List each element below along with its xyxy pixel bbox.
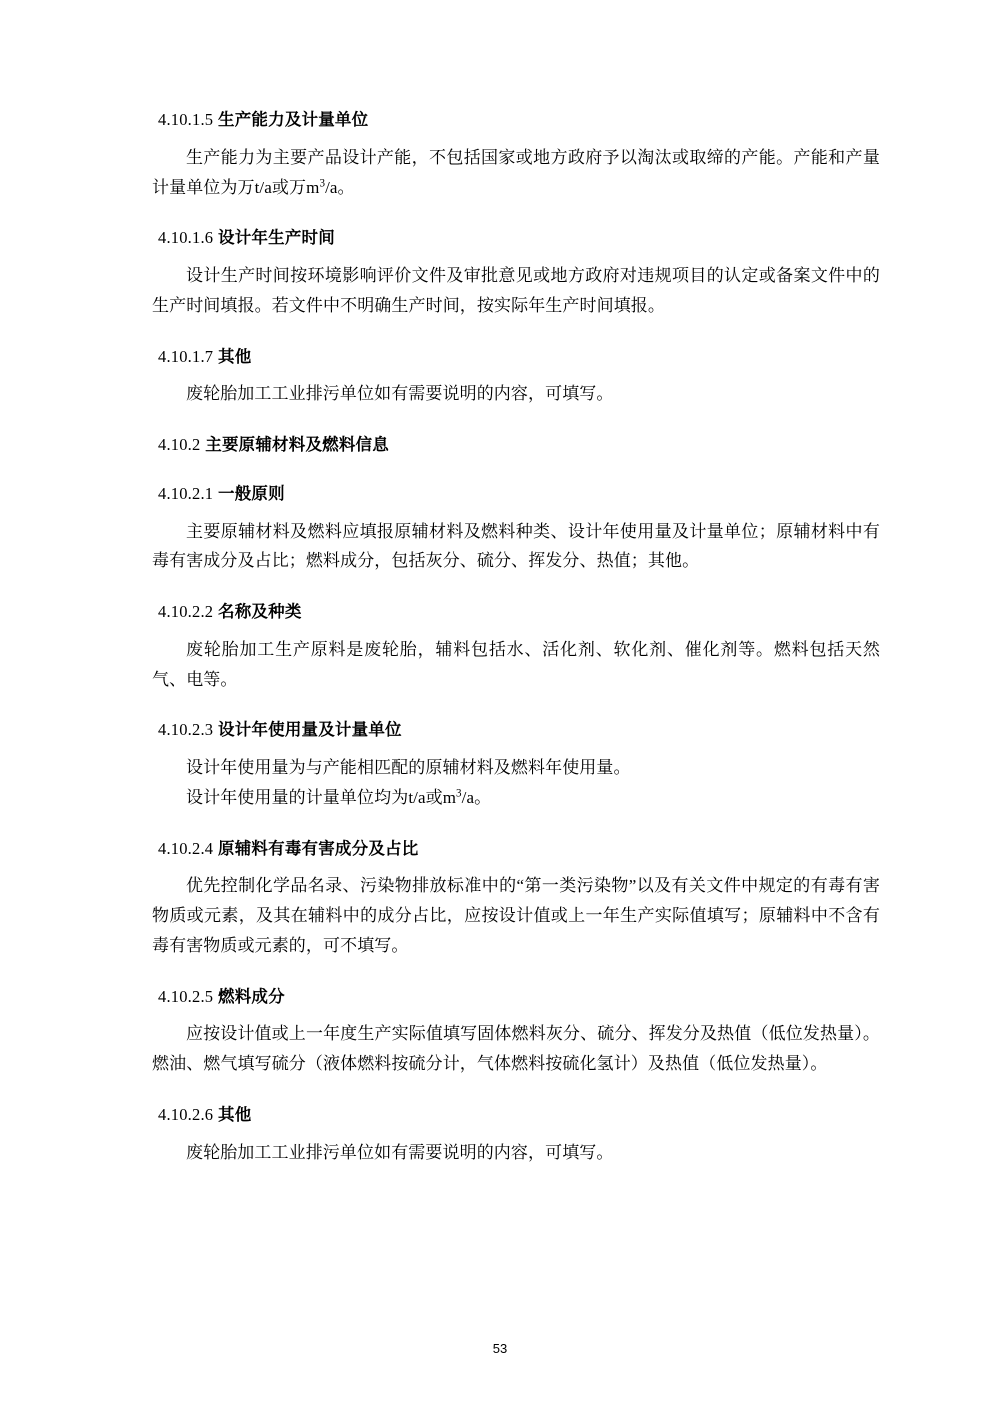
heading-title: 原辅料有毒有害成分及占比 xyxy=(218,839,419,858)
heading-number: 4.10.2.6 xyxy=(158,1104,214,1124)
heading-text xyxy=(158,226,880,251)
paragraph-group-4-10-2-5 xyxy=(152,1019,880,1079)
heading-text xyxy=(158,837,880,862)
paragraph-group-4-10-1-5 xyxy=(152,143,880,203)
section-heading-4-10-2-4 xyxy=(152,837,880,862)
paragraph-group-4-10-1-7 xyxy=(152,379,880,409)
paragraph-group-4-10-2-4 xyxy=(152,871,880,960)
section-heading-4-10-2-3 xyxy=(152,718,880,743)
paragraph-group-4-10-2-6 xyxy=(152,1138,880,1168)
heading-title: 其他 xyxy=(218,1105,252,1124)
heading-number: 4.10.1.7 xyxy=(158,346,214,366)
heading-title: 生产能力及计量单位 xyxy=(218,111,369,129)
heading-number: 4.10.2.5 xyxy=(158,986,214,1006)
section-heading-4-10-2-1 xyxy=(152,482,880,507)
section-heading-4-10-1-5 xyxy=(152,108,880,133)
paragraph: 设计年使用量为与产能相匹配的原辅材料及燃料年使用量。 xyxy=(186,758,631,777)
heading-number: 4.10.2 xyxy=(158,435,201,454)
page-number: 53 xyxy=(492,1341,508,1356)
section-heading-4-10-2-5 xyxy=(152,985,880,1010)
heading-title: 主要原辅材料及燃料信息 xyxy=(205,436,389,454)
paragraph: 废轮胎加工生产原料是废轮胎，辅料包括水、活化剂、软化剂、催化剂等。燃料包括天然气、电等。 xyxy=(152,639,880,689)
heading-text xyxy=(158,433,880,458)
section-heading-4-10-2-2 xyxy=(152,600,880,625)
heading-number: 4.10.1.6 xyxy=(158,228,214,248)
heading-number: 4.10.2.4 xyxy=(158,838,214,858)
section-heading-4-10-2-6 xyxy=(152,1103,880,1128)
paragraph: 设计生产时间按环境影响评价文件及审批意见或地方政府对违规项目的认定或备案文件中的生产时间填报。若文件中不明确生产时间，按实际年生产时间填报。 xyxy=(152,266,880,315)
paragraph: 主要原辅材料及燃料应填报原辅材料及燃料种类、设计年使用量及计量单位；原辅材料中有毒有害成分及占比；燃料成分，包括灰分、硫分、挥发分、热值；其他。 xyxy=(152,521,880,571)
paragraph-group-4-10-2-3 xyxy=(152,753,880,813)
heading-title: 其他 xyxy=(218,347,252,366)
paragraph-group-4-10-2-1 xyxy=(152,517,880,577)
paragraph: 废轮胎加工工业排污单位如有需要说明的内容，可填写。 xyxy=(186,1142,614,1162)
heading-text xyxy=(158,345,880,370)
section-heading-4-10-1-6 xyxy=(152,226,880,251)
paragraph: 废轮胎加工工业排污单位如有需要说明的内容，可填写。 xyxy=(186,384,614,404)
heading-number: 4.10.1.5 xyxy=(158,110,214,129)
heading-text xyxy=(158,985,880,1010)
heading-title: 设计年使用量及计量单位 xyxy=(218,721,402,740)
heading-title: 一般原则 xyxy=(218,484,285,503)
paragraph: 优先控制化学品名录、污染物排放标准中的“第一类污染物”以及有关文件中规定的有毒有害物质或元素，及其在辅料中的成分占比，应按设计值或上一年生产实际值填写；原辅料中不含有毒有害物质或元素的，可不填写。 xyxy=(152,876,880,955)
heading-number: 4.10.2.3 xyxy=(158,720,214,740)
heading-text xyxy=(158,482,880,507)
heading-title: 设计年生产时间 xyxy=(218,229,335,248)
heading-text xyxy=(158,718,880,743)
paragraph: 应按设计值或上一年度生产实际值填写固体燃料灰分、硫分、挥发分及热值（低位发热量）。燃油、燃气填写硫分（液体燃料按硫分计，气体燃料按硫化氢计）及热值（低位发热量）。 xyxy=(152,1024,880,1073)
paragraph: 设计年使用量的计量单位均为t/a或$m^3/a$。 xyxy=(186,787,492,807)
heading-text xyxy=(158,600,880,625)
section-heading-4-10-2 xyxy=(152,433,880,458)
heading-text xyxy=(158,108,880,133)
section-heading-4-10-1-7 xyxy=(152,345,880,370)
heading-title: 燃料成分 xyxy=(218,987,285,1006)
heading-title: 名称及种类 xyxy=(218,603,302,621)
heading-text xyxy=(158,1103,880,1128)
heading-number: 4.10.2.1 xyxy=(158,483,214,503)
paragraph: 生产能力为主要产品设计产能，不包括国家或地方政府予以淘汰或取缔的产能。产能和产量计量单位为万t/a或万$m^3/a$。 xyxy=(152,147,880,197)
heading-number: 4.10.2.2 xyxy=(158,602,214,621)
document-content xyxy=(152,108,880,1167)
paragraph-group-4-10-2-2 xyxy=(152,635,880,695)
paragraph-group-4-10-1-6 xyxy=(152,261,880,321)
